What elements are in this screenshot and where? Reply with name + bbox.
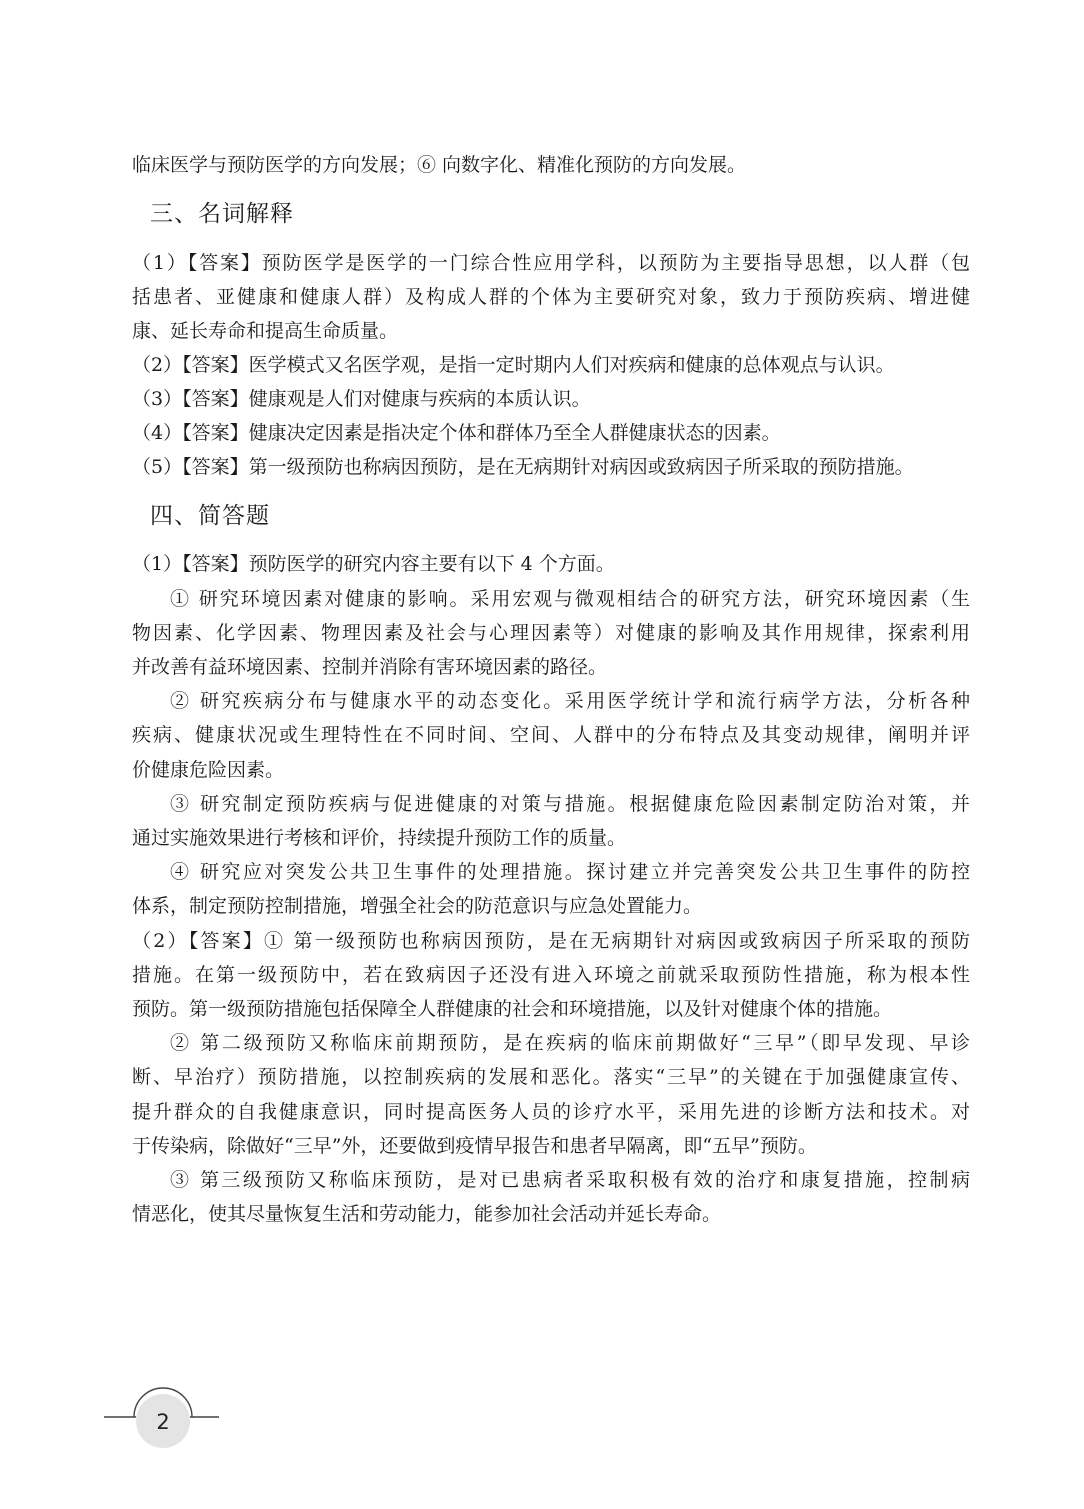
- text-line: 情恶化，使其尽量恢复生活和劳动能力，能参加社会活动并延长寿命。: [132, 1203, 722, 1225]
- text-line: 于传染病，除做好“三早”外，还要做到疫情早报告和患者早隔离，即“五早”预防。: [132, 1135, 817, 1157]
- text-line: 括患者、亚健康和健康人群）及构成人群的个体为主要研究对象，致力于预防疾病、增进健: [132, 286, 970, 308]
- text-line: 通过实施效果进行考核和评价，持续提升预防工作的质量。: [132, 827, 627, 849]
- section-heading-3: 三、名词解释: [150, 201, 294, 227]
- text-line: 体系，制定预防控制措施，增强全社会的防范意识与应急处置能力。: [132, 895, 703, 917]
- text-line: （2）【答案】医学模式又名医学观，是指一定时期内人们对疾病和健康的总体观点与认识。: [132, 354, 895, 376]
- text-line: 断、早治疗）预防措施，以控制疾病的发展和恶化。落实“三早”的关键在于加强健康宣传、: [132, 1066, 970, 1088]
- text-line: 并改善有益环境因素、控制并消除有害环境因素的路径。: [132, 656, 608, 678]
- text-line: 物因素、化学因素、物理因素及社会与心理因素等）对健康的影响及其作用规律，探索利用: [132, 622, 970, 644]
- text-line: （4）【答案】健康决定因素是指决定个体和群体乃至全人群健康状态的因素。: [132, 422, 781, 444]
- page-number-ornament: [104, 1383, 224, 1453]
- text-line: 疾病、健康状况或生理特性在不同时间、空间、人群中的分布特点及其变动规律，阐明并评: [132, 724, 970, 746]
- text-line: ② 第二级预防又称临床前期预防，是在疾病的临床前期做好“三早”（即早发现、早诊: [170, 1032, 970, 1054]
- text-line: 临床医学与预防医学的方向发展；⑥ 向数字化、精准化预防的方向发展。: [132, 154, 747, 176]
- section-heading-4: 四、简答题: [150, 503, 270, 529]
- text-line: ① 研究环境因素对健康的影响。采用宏观与微观相结合的研究方法，研究环境因素（生: [170, 588, 970, 610]
- text-line: 措施。在第一级预防中，若在致病因子还没有进入环境之前就采取预防性措施，称为根本性: [132, 964, 970, 986]
- text-line: ④ 研究应对突发公共卫生事件的处理措施。探讨建立并完善突发公共卫生事件的防控: [170, 861, 970, 883]
- text-line: （2）【答案】① 第一级预防也称病因预防，是在无病期针对病因或致病因子所采取的预防: [132, 930, 970, 952]
- text-line: （5）【答案】第一级预防也称病因预防，是在无病期针对病因或致病因子所采取的预防措施。: [132, 456, 914, 478]
- text-line: ③ 研究制定预防疾病与促进健康的对策与措施。根据健康危险因素制定防治对策，并: [170, 793, 970, 815]
- text-line: 预防。第一级预防措施包括保障全人群健康的社会和环境措施，以及针对健康个体的措施。: [132, 998, 893, 1020]
- text-line: ③ 第三级预防又称临床预防，是对已患病者采取积极有效的治疗和康复措施，控制病: [170, 1169, 970, 1191]
- text-line: 提升群众的自我健康意识，同时提高医务人员的诊疗水平，采用先进的诊断方法和技术。对: [132, 1101, 970, 1123]
- text-line: 价健康危险因素。: [132, 759, 285, 781]
- text-line: （1）【答案】预防医学的研究内容主要有以下 4 个方面。: [132, 553, 615, 575]
- text-line: （3）【答案】健康观是人们对健康与疾病的本质认识。: [132, 388, 591, 410]
- text-line: ② 研究疾病分布与健康水平的动态变化。采用医学统计学和流行病学方法，分析各种: [170, 690, 970, 712]
- text-line: （1）【答案】预防医学是医学的一门综合性应用学科，以预防为主要指导思想，以人群（包: [132, 252, 970, 274]
- page-number: 2: [156, 1410, 170, 1434]
- text-line: 康、延长寿命和提高生命质量。: [132, 320, 399, 342]
- page-number-badge: [104, 1383, 224, 1453]
